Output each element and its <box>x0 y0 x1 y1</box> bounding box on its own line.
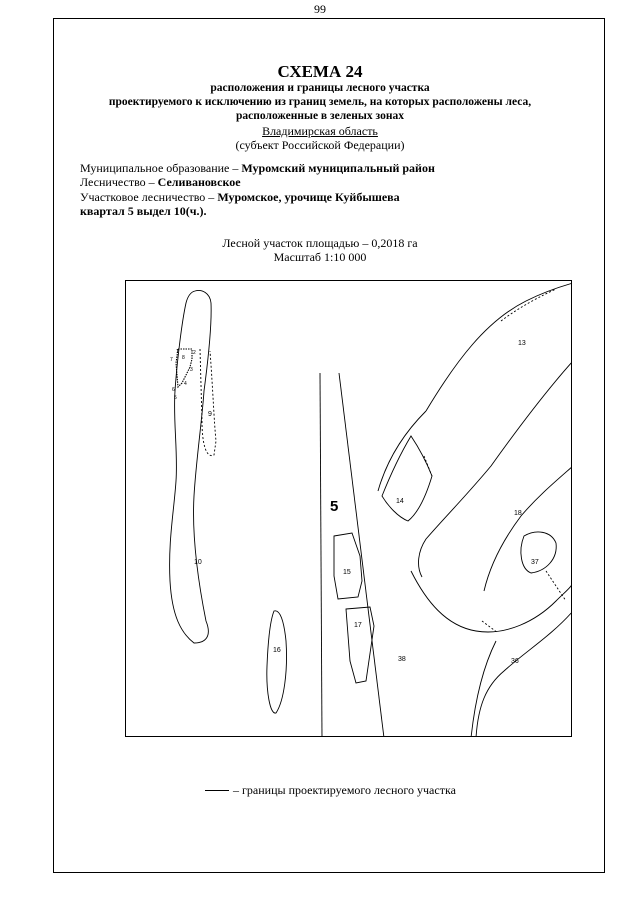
parcel-10-outline <box>170 291 212 644</box>
parcel-16-outline <box>267 611 287 713</box>
quarter-road-left <box>320 373 322 737</box>
plot-area: Лесной участок площадью – 0,2018 га <box>222 236 418 250</box>
map-drawing <box>126 281 572 737</box>
parcel-13-inner <box>501 289 556 321</box>
dashed-boundary-1 <box>482 621 498 633</box>
parcel-15-outline <box>334 533 362 599</box>
point-label-3: 3 <box>190 367 193 373</box>
forestry-label: Лесничество – <box>80 175 158 189</box>
region-name: Владимирская область <box>262 124 378 138</box>
point-label-2: 2 <box>193 350 196 356</box>
parcel-label-16: 16 <box>273 647 281 654</box>
parcel-18-edge <box>484 466 572 591</box>
parcel-18-boundary <box>419 361 572 577</box>
parcel-label-18: 18 <box>514 510 522 517</box>
parcel-36-boundary <box>476 611 572 737</box>
municipality-line <box>80 161 435 176</box>
map-scale: Масштаб 1:10 000 <box>273 250 367 264</box>
parcel-label-13: 13 <box>518 340 526 347</box>
quarter-value: квартал 5 выдел 10(ч.). <box>80 204 207 218</box>
parcel-label-9: 9 <box>208 411 212 418</box>
parcel-14-outline <box>382 436 432 521</box>
map-legend <box>205 783 456 798</box>
point-label-8: 8 <box>182 355 185 361</box>
district-line <box>80 190 400 205</box>
district-value: Муромское, урочище Куйбышева <box>217 190 400 204</box>
parcel-label-38: 38 <box>398 656 406 663</box>
subtitle-line: расположения и границы лесного участка <box>210 82 430 94</box>
parcel-label-15: 15 <box>343 569 351 576</box>
parcel-36-edge <box>471 641 496 737</box>
parcel-37-outline <box>521 532 556 573</box>
parcel-13-boundary <box>426 283 572 411</box>
point-label-4: 4 <box>184 381 187 387</box>
municipality-label: Муниципальное образование – <box>80 161 242 175</box>
schema-subtitle <box>70 81 570 123</box>
subtitle-line: проектируемого к исключению из границ земель, на которых расположены леса, <box>108 96 532 108</box>
quarter-line <box>80 204 207 219</box>
parcel-label-36: 36 <box>511 658 519 665</box>
municipality-value: Муромский муниципальный район <box>241 161 435 175</box>
schema-title: СХЕМА 24 <box>277 62 363 81</box>
quarter-number-label: 5 <box>330 498 339 515</box>
point-label-7: 7 <box>170 357 173 363</box>
parcel-label-14: 14 <box>396 498 404 505</box>
point-label-6: 6 <box>172 387 175 393</box>
parcel-38-boundary <box>411 571 572 632</box>
parcel-label-37: 37 <box>531 559 539 566</box>
page-number: 99 <box>314 2 326 16</box>
dashed-boundary-2 <box>546 571 566 601</box>
district-label: Участковое лесничество – <box>80 190 218 204</box>
forestry-line <box>80 175 241 190</box>
legend-line-symbol <box>205 790 229 791</box>
subtitle-line: расположенные в зеленых зонах <box>236 110 404 122</box>
parcel-9-boundary <box>200 349 216 456</box>
point-label-1: 1 <box>176 349 179 355</box>
region-note: (субъект Российской Федерации) <box>235 138 405 152</box>
parcel-17-outline <box>346 607 374 683</box>
forestry-value: Селивановское <box>157 175 241 189</box>
quarter-road-right <box>339 373 384 737</box>
parcel-label-17: 17 <box>354 622 362 629</box>
forest-map <box>125 280 572 737</box>
parcel-label-10: 10 <box>194 559 202 566</box>
point-label-5: 5 <box>174 395 177 401</box>
parcel-13-north <box>378 411 426 491</box>
legend-text: – границы проектируемого лесного участка <box>233 783 456 797</box>
